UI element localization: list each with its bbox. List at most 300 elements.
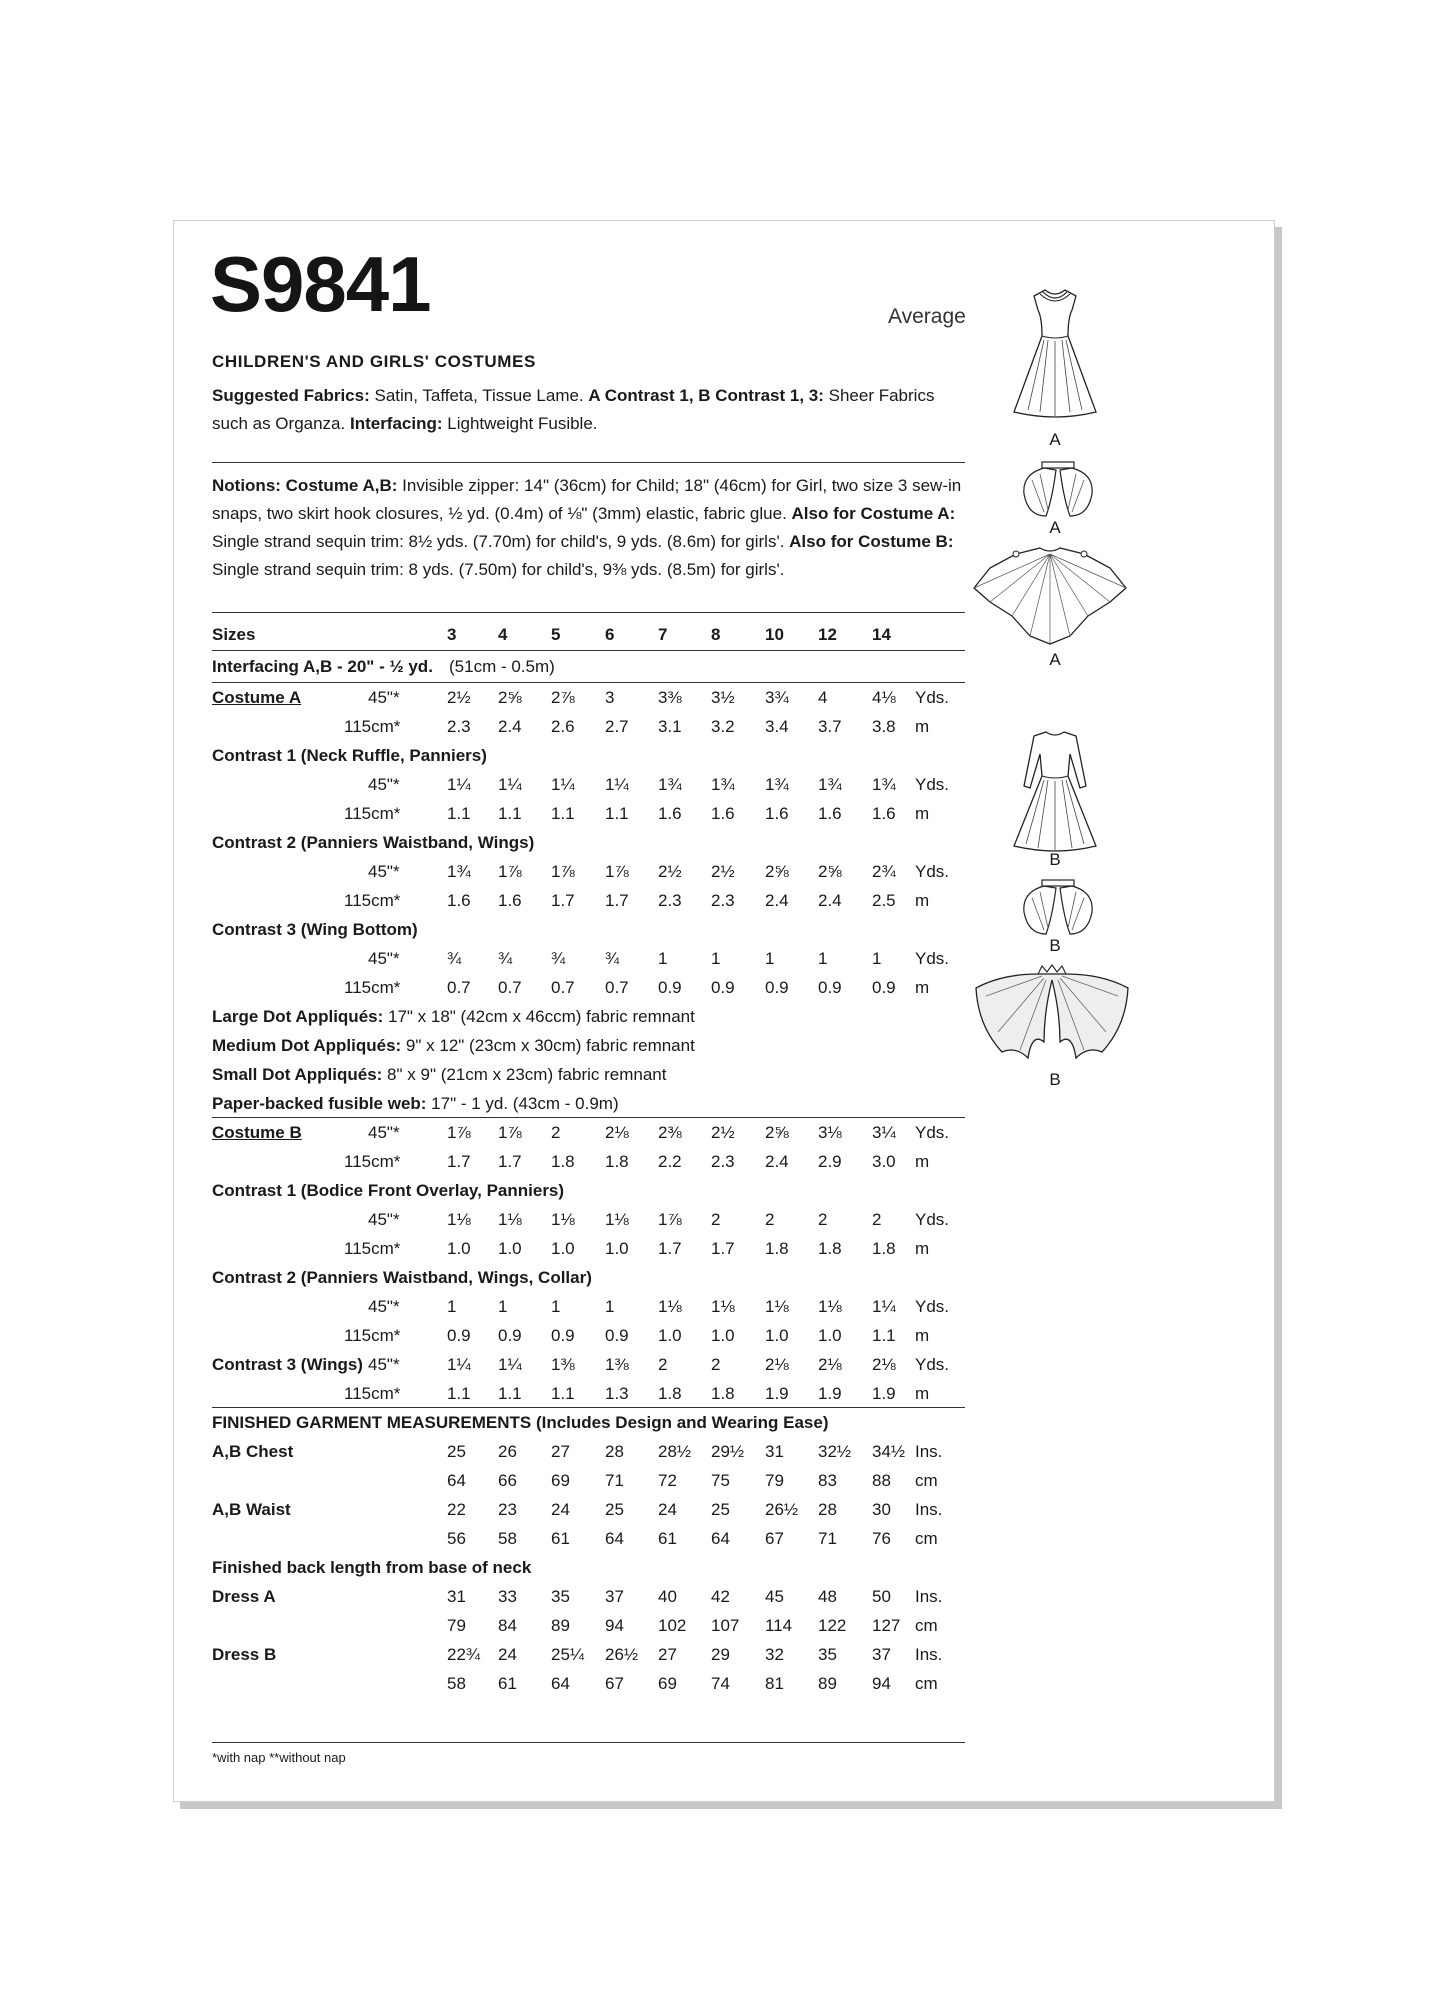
table-cell: 75 (711, 1471, 730, 1490)
table-cell: 94 (605, 1616, 624, 1635)
table-cell: 69 (551, 1471, 570, 1490)
table-cell: 0.9 (765, 978, 789, 997)
figure-label-dress-b: B (1049, 850, 1061, 869)
table-cell: 102 (658, 1616, 687, 1635)
table-cell: 1 (818, 949, 828, 968)
section-heading-text: Contrast 2 (Panniers Waistband, Wings, Collar) (212, 1268, 592, 1287)
row-label: Contrast 3 (Wings) (212, 1355, 363, 1374)
table-cell: 45 (765, 1587, 784, 1606)
table-row (212, 1118, 972, 1147)
table-cell: 2 (711, 1210, 721, 1229)
table-cell: 1.0 (605, 1239, 629, 1258)
table-cell: 1.6 (447, 891, 471, 910)
table-cell: 2⅝ (765, 862, 789, 881)
unit-label: Ins. (915, 1500, 943, 1519)
table-cell: 1⅛ (498, 1210, 522, 1229)
table-cell: 1.9 (818, 1384, 842, 1403)
table-row (212, 770, 972, 799)
table-cell: 2⅜ (658, 1123, 682, 1142)
size-column-header: 10 (765, 625, 784, 644)
unit-label: Yds. (915, 862, 950, 881)
size-column-header: 7 (658, 625, 668, 644)
table-cell: 32 (765, 1645, 784, 1664)
table-cell: 61 (498, 1674, 517, 1693)
table-cell: 94 (872, 1674, 891, 1693)
dress-a-illustration (1010, 284, 1100, 424)
table-cell: 1.8 (818, 1239, 842, 1258)
row-label: Costume B (212, 1123, 302, 1142)
table-cell: 28 (818, 1500, 837, 1519)
notions-label: Notions: Costume A,B: (212, 476, 398, 495)
unit-label: Yds. (915, 1297, 950, 1316)
table-cell: 2 (818, 1210, 828, 1229)
table-row (212, 1640, 972, 1669)
table-cell: 31 (765, 1442, 784, 1461)
applique-note-row (212, 1060, 972, 1089)
table-row (212, 886, 972, 915)
table-cell: 26 (498, 1442, 517, 1461)
table-cell: 89 (818, 1674, 837, 1693)
table-cell: 3.1 (658, 717, 682, 736)
table-cell: 0.7 (605, 978, 629, 997)
fabric-width: 45"* (368, 775, 400, 794)
table-cell: 1¼ (447, 1355, 471, 1374)
table-cell: 2⅝ (765, 1123, 789, 1142)
table-cell: 81 (765, 1674, 784, 1693)
table-cell: 29 (711, 1645, 730, 1664)
table-cell: 64 (711, 1529, 730, 1548)
unit-label: cm (915, 1616, 938, 1635)
table-cell: 114 (765, 1616, 793, 1635)
table-cell: 1⅛ (551, 1210, 575, 1229)
section-heading-text: Contrast 2 (Panniers Waistband, Wings) (212, 833, 535, 852)
note-text: 8" x 9" (21cm x 23cm) fabric remnant (382, 1065, 667, 1084)
table-cell: 2.3 (711, 1152, 735, 1171)
table-cell: 1.7 (658, 1239, 682, 1258)
also-b-text: Single strand sequin trim: 8 yds. (7.50m) for child's, 9⅜ yds. (8.5m) for girls'. (212, 560, 785, 579)
table-cell: 1⅞ (498, 1123, 522, 1142)
table-cell: 122 (818, 1616, 847, 1635)
table-cell: 1.6 (765, 804, 789, 823)
table-cell: 0.7 (551, 978, 575, 997)
size-column-header: 3 (447, 625, 457, 644)
fabric-width: 45"* (368, 1355, 400, 1374)
table-cell: 1.1 (551, 1384, 575, 1403)
note-line (212, 1060, 667, 1089)
table-cell: 1.9 (872, 1384, 896, 1403)
table-cell: 2½ (711, 1123, 735, 1142)
unit-label: Yds. (915, 1123, 950, 1142)
note-line (212, 1089, 619, 1118)
note-text: 9" x 12" (23cm x 30cm) fabric remnant (401, 1036, 695, 1055)
table-row (212, 1611, 972, 1640)
unit-label: Yds. (915, 1210, 950, 1229)
table-cell: 88 (872, 1471, 891, 1490)
table-cell: 34½ (872, 1442, 906, 1461)
table-row (212, 944, 972, 973)
unit-label: m (915, 1239, 930, 1258)
table-cell: 2.3 (658, 891, 682, 910)
table-cell: 1.8 (872, 1239, 896, 1258)
interfacing-metric: (51cm - 0.5m) (449, 657, 555, 676)
table-cell: 1¾ (447, 862, 471, 881)
table-cell: 1¾ (658, 775, 682, 794)
table-cell: 1⅛ (711, 1297, 735, 1316)
table-cell: ¾ (551, 949, 566, 968)
table-cell: 2½ (711, 862, 735, 881)
note-text: 17" x 18" (42cm x 46ccm) fabric remnant (383, 1007, 695, 1026)
table-cell: 64 (605, 1529, 624, 1548)
fabric-width: 115cm* (344, 717, 401, 736)
fabric-width: 115cm* (344, 804, 401, 823)
wings-b-illustration (972, 962, 1132, 1074)
table-cell: 2½ (658, 862, 682, 881)
footnote: *with nap **without nap (212, 1750, 346, 1765)
section-heading-text: FINISHED GARMENT MEASUREMENTS (Includes Design and Wearing Ease) (212, 1413, 829, 1432)
panniers-a-illustration (1018, 460, 1098, 522)
unit-label: m (915, 804, 930, 823)
table-cell: 1.0 (447, 1239, 471, 1258)
size-column-header: 4 (498, 625, 508, 644)
table-cell: 74 (711, 1674, 730, 1693)
table-cell: 2⅞ (551, 688, 575, 707)
sizes-header-row (212, 620, 972, 649)
table-cell: 29½ (711, 1442, 745, 1461)
table-cell: 2.7 (605, 717, 629, 736)
table-cell: 2.4 (765, 1152, 789, 1171)
table-section-heading (212, 1408, 972, 1437)
wings-a-illustration (970, 540, 1130, 650)
table-cell: 1.6 (498, 891, 522, 910)
table-cell: 67 (605, 1674, 624, 1693)
table-cell: 3⅜ (658, 688, 682, 707)
note-line (212, 1002, 695, 1031)
table-cell: 48 (818, 1587, 837, 1606)
table-cell: 1⅞ (498, 862, 522, 881)
table-cell: 2.4 (498, 717, 522, 736)
unit-label: Ins. (915, 1587, 943, 1606)
table-cell: 25¼ (551, 1645, 585, 1664)
table-row (212, 1466, 972, 1495)
table-cell: 1⅞ (447, 1123, 471, 1142)
table-cell: 1.7 (551, 891, 575, 910)
table-cell: 2.5 (872, 891, 896, 910)
table-cell: 1¼ (872, 1297, 896, 1316)
table-row (212, 1669, 972, 1698)
table-cell: 2.4 (765, 891, 789, 910)
table-row (212, 1147, 972, 1176)
table-cell: 3.4 (765, 717, 789, 736)
table-cell: 2⅛ (605, 1123, 629, 1142)
table-cell: 24 (498, 1645, 517, 1664)
note-label: Medium Dot Appliqués: (212, 1036, 402, 1055)
table-cell: 1⅛ (765, 1297, 789, 1316)
panniers-b-illustration (1018, 878, 1098, 940)
table-cell: 25 (605, 1500, 624, 1519)
figure-label-dress-a: A (1049, 430, 1061, 449)
table-cell: 1.6 (818, 804, 842, 823)
table-section-heading (212, 1553, 972, 1582)
table-cell: 1.8 (551, 1152, 575, 1171)
table-cell: 2.2 (658, 1152, 682, 1171)
table-section-heading (212, 828, 972, 857)
figure-label-wings-b: B (1049, 1070, 1061, 1089)
table-cell: 22 (447, 1500, 466, 1519)
size-column-header: 5 (551, 625, 561, 644)
contrast-text: Sheer Fabrics such as Organza. (212, 386, 935, 433)
table-row (212, 712, 972, 741)
section-heading-text: Contrast 3 (Wing Bottom) (212, 920, 418, 939)
applique-note-row (212, 1089, 972, 1118)
table-section-heading (212, 1176, 972, 1205)
table-cell: 1.0 (765, 1326, 789, 1345)
fabric-width: 45"* (368, 1297, 400, 1316)
table-cell: 2 (711, 1355, 721, 1374)
table-cell: 3.0 (872, 1152, 896, 1171)
table-cell: 1¼ (498, 1355, 522, 1374)
table-cell: 66 (498, 1471, 517, 1490)
fabric-width: 45"* (368, 1210, 400, 1229)
table-cell: 1.1 (872, 1326, 896, 1345)
fabrics-text: Satin, Taffeta, Tissue Lame. (369, 386, 589, 405)
table-cell: 37 (605, 1587, 624, 1606)
table-row (212, 1234, 972, 1263)
unit-label: m (915, 891, 930, 910)
table-cell: 3.2 (711, 717, 735, 736)
table-section-heading (212, 741, 972, 770)
applique-note-row (212, 1031, 972, 1060)
table-cell: 26½ (605, 1645, 639, 1664)
table-cell: 79 (765, 1471, 784, 1490)
unit-label: m (915, 1326, 930, 1345)
section-heading-text: Contrast 1 (Neck Ruffle, Panniers) (212, 746, 487, 765)
table-cell: 1¼ (551, 775, 575, 794)
unit-label: cm (915, 1674, 938, 1693)
table-cell: 1.1 (447, 804, 471, 823)
table-cell: 1⅞ (605, 862, 629, 881)
table-cell: 2.9 (818, 1152, 842, 1171)
table-row (212, 799, 972, 828)
row-label: Dress B (212, 1645, 277, 1664)
table-cell: 2 (765, 1210, 775, 1229)
figure-label-panniers-b: B (1049, 936, 1061, 955)
applique-note-row (212, 1002, 972, 1031)
table-row (212, 1524, 972, 1553)
figure-label-panniers-a: A (1049, 518, 1061, 537)
table-cell: 3½ (711, 688, 735, 707)
size-column-header: 8 (711, 625, 721, 644)
figure-label-wings-a: A (1049, 650, 1061, 669)
table-cell: 22¾ (447, 1645, 481, 1664)
table-cell: 0.9 (872, 978, 896, 997)
table-cell: 1.3 (605, 1384, 629, 1403)
section-heading-text: Finished back length from base of neck (212, 1558, 532, 1577)
table-cell: 1.8 (658, 1384, 682, 1403)
unit-label: Yds. (915, 1355, 950, 1374)
table-cell: 42 (711, 1587, 730, 1606)
table-cell: 3¾ (765, 688, 789, 707)
fabric-width: 115cm* (344, 1384, 401, 1403)
table-cell: 4 (818, 688, 828, 707)
table-cell: 61 (658, 1529, 677, 1548)
table-cell: 1¾ (711, 775, 735, 794)
unit-label: m (915, 1384, 930, 1403)
fabric-width: 115cm* (344, 978, 401, 997)
fabrics-label: Suggested Fabrics: (212, 386, 370, 405)
table-cell: 1.6 (658, 804, 682, 823)
table-cell: 1¾ (818, 775, 842, 794)
table-cell: 1.0 (818, 1326, 842, 1345)
table-cell: 0.9 (605, 1326, 629, 1345)
table-cell: 1.6 (711, 804, 735, 823)
table-cell: 4⅛ (872, 688, 896, 707)
table-cell: 64 (447, 1471, 466, 1490)
suggested-fabrics (212, 382, 972, 438)
table-cell: 1¼ (447, 775, 471, 794)
table-cell: 1 (711, 949, 721, 968)
table-cell: 1¼ (605, 775, 629, 794)
table-cell: 2.3 (711, 891, 735, 910)
table-cell: 50 (872, 1587, 891, 1606)
table-cell: 3⅛ (818, 1123, 842, 1142)
table-cell: 25 (447, 1442, 466, 1461)
table-cell: 1 (765, 949, 775, 968)
table-cell: 71 (605, 1471, 624, 1490)
divider (212, 462, 965, 463)
table-cell: 1¼ (498, 775, 522, 794)
table-cell: 1 (605, 1297, 615, 1316)
table-cell: 76 (872, 1529, 891, 1548)
table-row (212, 1292, 972, 1321)
row-label: A,B Chest (212, 1442, 294, 1461)
table-cell: 35 (818, 1645, 837, 1664)
unit-label: m (915, 717, 930, 736)
unit-label: cm (915, 1471, 938, 1490)
sizes-label: Sizes (212, 625, 256, 644)
table-cell: 61 (551, 1529, 570, 1548)
notions-text: Invisible zipper: 14" (36cm) for Child; 18" (46cm) for Girl, two size 3 sew-in snaps, two skirt hook closures, ½ yd. (0.4m) of ⅛" (3mm) elastic, fabric glue. (212, 476, 962, 523)
table-cell: 0.9 (711, 978, 735, 997)
table-cell: 2⅝ (818, 862, 842, 881)
table-cell: 72 (658, 1471, 677, 1490)
also-a-label: Also for Costume A: (791, 504, 956, 523)
unit-label: cm (915, 1529, 938, 1548)
table-cell: 1.7 (711, 1239, 735, 1258)
table-cell: 83 (818, 1471, 837, 1490)
size-column-header: 6 (605, 625, 615, 644)
table-row (212, 973, 972, 1002)
table-cell: 0.9 (658, 978, 682, 997)
table-cell: 40 (658, 1587, 677, 1606)
note-text: 17" - 1 yd. (43cm - 0.9m) (426, 1094, 619, 1113)
table-cell: 1.0 (658, 1326, 682, 1345)
table-cell: 1⅛ (818, 1297, 842, 1316)
table-cell: 58 (498, 1529, 517, 1548)
table-cell: 1⅞ (551, 862, 575, 881)
unit-label: Yds. (915, 775, 950, 794)
table-cell: 26½ (765, 1500, 799, 1519)
table-cell: 0.9 (551, 1326, 575, 1345)
table-cell: 35 (551, 1587, 570, 1606)
table-cell: 127 (872, 1616, 901, 1635)
interfacing-text: Lightweight Fusible. (442, 414, 598, 433)
table-cell: 1.8 (711, 1384, 735, 1403)
fabric-width: 115cm* (344, 1152, 401, 1171)
table-cell: 0.9 (818, 978, 842, 997)
table-cell: 25 (711, 1500, 730, 1519)
table-row (212, 1379, 972, 1408)
table-row (212, 857, 972, 886)
table-cell: 71 (818, 1529, 837, 1548)
table-cell: 1.8 (765, 1239, 789, 1258)
table-cell: 1.0 (551, 1239, 575, 1258)
table-cell: 28 (605, 1442, 624, 1461)
table-cell: 1.1 (498, 804, 522, 823)
table-cell: 1 (447, 1297, 457, 1316)
table-cell: 32½ (818, 1442, 852, 1461)
table-cell: 56 (447, 1529, 466, 1548)
table-cell: 23 (498, 1500, 517, 1519)
table-cell: 2 (872, 1210, 882, 1229)
garment-title: CHILDREN'S AND GIRLS' COSTUMES (212, 352, 536, 371)
table-cell: 1.1 (605, 804, 629, 823)
table-cell: 31 (447, 1587, 466, 1606)
table-cell: 3.7 (818, 717, 842, 736)
table-cell: 2¾ (872, 862, 896, 881)
fabric-width: 45"* (368, 949, 400, 968)
table-cell: 1¾ (765, 775, 789, 794)
fabric-width: 45"* (368, 862, 400, 881)
also-a-text: Single strand sequin trim: 8½ yds. (7.70m) for child's, 9 yds. (8.6m) for girls'. (212, 532, 790, 551)
unit-label: Yds. (915, 949, 950, 968)
row-label: Dress A (212, 1587, 276, 1606)
table-cell: 1.1 (447, 1384, 471, 1403)
table-cell: 2.3 (447, 717, 471, 736)
table-cell: 79 (447, 1616, 466, 1635)
table-cell: 58 (447, 1674, 466, 1693)
table-cell: 3.8 (872, 717, 896, 736)
table-cell: 0.9 (498, 1326, 522, 1345)
table-cell: ¾ (498, 949, 513, 968)
table-cell: 69 (658, 1674, 677, 1693)
interfacing-label: Interfacing: (349, 414, 443, 433)
table-cell: 2⅛ (872, 1355, 896, 1374)
table-cell: 2.6 (551, 717, 575, 736)
table-cell: 1.6 (872, 804, 896, 823)
fabric-width: 115cm* (344, 1239, 401, 1258)
size-column-header: 12 (818, 625, 837, 644)
table-cell: 1⅜ (551, 1355, 575, 1374)
table-cell: 0.7 (447, 978, 471, 997)
table-row (212, 1321, 972, 1350)
table-cell: 1⅛ (605, 1210, 629, 1229)
table-cell: 3¼ (872, 1123, 896, 1142)
unit-label: Ins. (915, 1442, 943, 1461)
table-cell: 27 (551, 1442, 570, 1461)
table-cell: 64 (551, 1674, 570, 1693)
table-cell: 1.7 (498, 1152, 522, 1171)
divider (212, 650, 965, 651)
table-cell: 1⅜ (605, 1355, 629, 1374)
notions (212, 472, 972, 584)
fabric-width: 115cm* (344, 1326, 401, 1345)
table-row (212, 683, 972, 712)
interfacing-row (212, 652, 972, 681)
note-label: Paper-backed fusible web: (212, 1094, 427, 1113)
table-row (212, 1205, 972, 1234)
table-cell: 1.1 (498, 1384, 522, 1403)
table-section-heading (212, 915, 972, 944)
